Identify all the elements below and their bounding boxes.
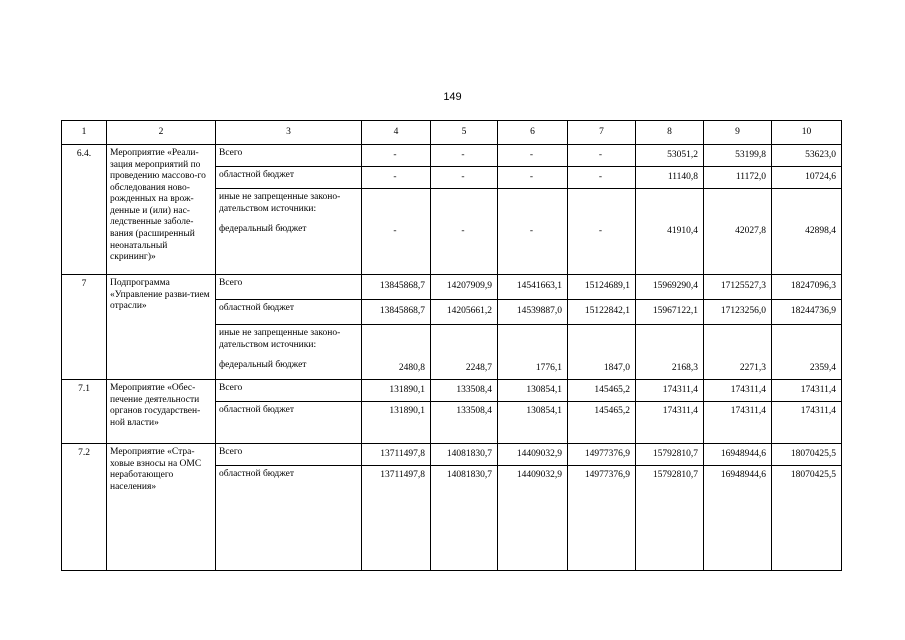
value-cell: 174311,4: [704, 380, 772, 402]
value-cell: 14081830,7: [431, 444, 498, 466]
value-cell: -: [362, 189, 431, 275]
value-cell: 13711497,8: [362, 466, 431, 571]
value-cell: -: [568, 189, 636, 275]
value-cell: 130854,1: [498, 402, 568, 444]
value-cell: 16948944,6: [704, 444, 772, 466]
row-label: [216, 189, 362, 275]
value-cell: 18247096,3: [772, 275, 842, 300]
value-cell: 14205661,2: [431, 300, 498, 325]
row-label: Всего: [216, 444, 362, 466]
value-cell: 53623,0: [772, 145, 842, 167]
value-cell: 15967122,1: [636, 300, 704, 325]
table-row: [62, 444, 842, 466]
value-cell: 41910,4: [636, 189, 704, 275]
header-row: [62, 121, 842, 145]
row-label: Всего: [216, 380, 362, 402]
item-name: Мероприятие «Стра-ховые взносы на ОМС неработающего населения»: [107, 444, 216, 571]
value-cell: 42027,8: [704, 189, 772, 275]
value-cell: 174311,4: [636, 380, 704, 402]
header-cell: 6: [498, 121, 568, 145]
value-cell: 2480,8: [362, 325, 431, 380]
page-number: 149: [443, 91, 462, 103]
value-cell: 18070425,5: [772, 466, 842, 571]
value-cell: 16948944,6: [704, 466, 772, 571]
row-label: областной бюджет: [216, 300, 362, 325]
other-sources-label: иные не запрещенные законо-дательством источники:: [219, 328, 341, 350]
row-label: областной бюджет: [216, 466, 362, 571]
value-cell: 14409032,9: [498, 444, 568, 466]
value-cell: 10724,6: [772, 167, 842, 189]
value-cell: 53199,8: [704, 145, 772, 167]
row-label: Всего: [216, 145, 362, 167]
value-cell: 53051,2: [636, 145, 704, 167]
value-cell: 133508,4: [431, 380, 498, 402]
other-sources-label: иные не запрещенные законо-дательством источники:: [219, 192, 341, 214]
value-cell: 14977376,9: [568, 466, 636, 571]
value-cell: -: [498, 167, 568, 189]
value-cell: 15124689,1: [568, 275, 636, 300]
item-name: Мероприятие «Обес-печение деятельности органов государствен-ной власти»: [107, 380, 216, 444]
item-name: Подпрограмма «Управление разви-тием отрасли»: [107, 275, 216, 380]
value-cell: 1847,0: [568, 325, 636, 380]
value-cell: 17123256,0: [704, 300, 772, 325]
value-cell: 174311,4: [772, 402, 842, 444]
value-cell: 14541663,1: [498, 275, 568, 300]
federal-budget-label: федеральный бюджет: [219, 360, 307, 371]
value-cell: 133508,4: [431, 402, 498, 444]
item-number: 7.1: [62, 380, 107, 444]
header-cell: 1: [62, 121, 107, 145]
value-cell: 18244736,9: [772, 300, 842, 325]
value-cell: 13845868,7: [362, 300, 431, 325]
value-cell: 174311,4: [772, 380, 842, 402]
table-row: [62, 275, 842, 300]
budget-table: [61, 120, 842, 571]
value-cell: 42898,4: [772, 189, 842, 275]
header-cell: 3: [216, 121, 362, 145]
header-cell: 7: [568, 121, 636, 145]
value-cell: 145465,2: [568, 380, 636, 402]
item-name: Мероприятие «Реали-зация мероприятий по проведению массово-го обследования ново-рожденных на врож-денные и (или) нас-ледственные заболе-вания (расширенный неонатальный скрининг)»: [107, 145, 216, 275]
value-cell: 11140,8: [636, 167, 704, 189]
value-cell: 13711497,8: [362, 444, 431, 466]
item-number: 7.2: [62, 444, 107, 571]
value-cell: -: [498, 145, 568, 167]
header-cell: 2: [107, 121, 216, 145]
value-cell: -: [568, 145, 636, 167]
value-cell: 11172,0: [704, 167, 772, 189]
value-cell: 174311,4: [636, 402, 704, 444]
header-cell: 4: [362, 121, 431, 145]
header-cell: 9: [704, 121, 772, 145]
value-cell: -: [498, 189, 568, 275]
value-cell: 145465,2: [568, 402, 636, 444]
value-cell: 17125527,3: [704, 275, 772, 300]
value-cell: 14409032,9: [498, 466, 568, 571]
value-cell: 14539887,0: [498, 300, 568, 325]
row-label: [216, 325, 362, 380]
table-row: [62, 145, 842, 167]
value-cell: 14207909,9: [431, 275, 498, 300]
value-cell: -: [362, 167, 431, 189]
header-cell: 8: [636, 121, 704, 145]
value-cell: -: [568, 167, 636, 189]
value-cell: 15122842,1: [568, 300, 636, 325]
item-number: 6.4.: [62, 145, 107, 275]
value-cell: -: [431, 167, 498, 189]
value-cell: 14977376,9: [568, 444, 636, 466]
value-cell: 2168,3: [636, 325, 704, 380]
value-cell: 13845868,7: [362, 275, 431, 300]
value-cell: 131890,1: [362, 402, 431, 444]
value-cell: 2248,7: [431, 325, 498, 380]
federal-budget-label: федеральный бюджет: [219, 224, 307, 235]
value-cell: -: [431, 145, 498, 167]
value-cell: 15969290,4: [636, 275, 704, 300]
item-number: 7: [62, 275, 107, 380]
value-cell: 130854,1: [498, 380, 568, 402]
value-cell: 18070425,5: [772, 444, 842, 466]
value-cell: 174311,4: [704, 402, 772, 444]
row-label: Всего: [216, 275, 362, 300]
value-cell: -: [362, 145, 431, 167]
value-cell: 2359,4: [772, 325, 842, 380]
value-cell: 15792810,7: [636, 466, 704, 571]
value-cell: -: [431, 189, 498, 275]
value-cell: 14081830,7: [431, 466, 498, 571]
value-cell: 131890,1: [362, 380, 431, 402]
value-cell: 15792810,7: [636, 444, 704, 466]
header-cell: 5: [431, 121, 498, 145]
value-cell: 1776,1: [498, 325, 568, 380]
header-cell: 10: [772, 121, 842, 145]
table-row: [62, 380, 842, 402]
row-label: областной бюджет: [216, 402, 362, 444]
value-cell: 2271,3: [704, 325, 772, 380]
row-label: областной бюджет: [216, 167, 362, 189]
